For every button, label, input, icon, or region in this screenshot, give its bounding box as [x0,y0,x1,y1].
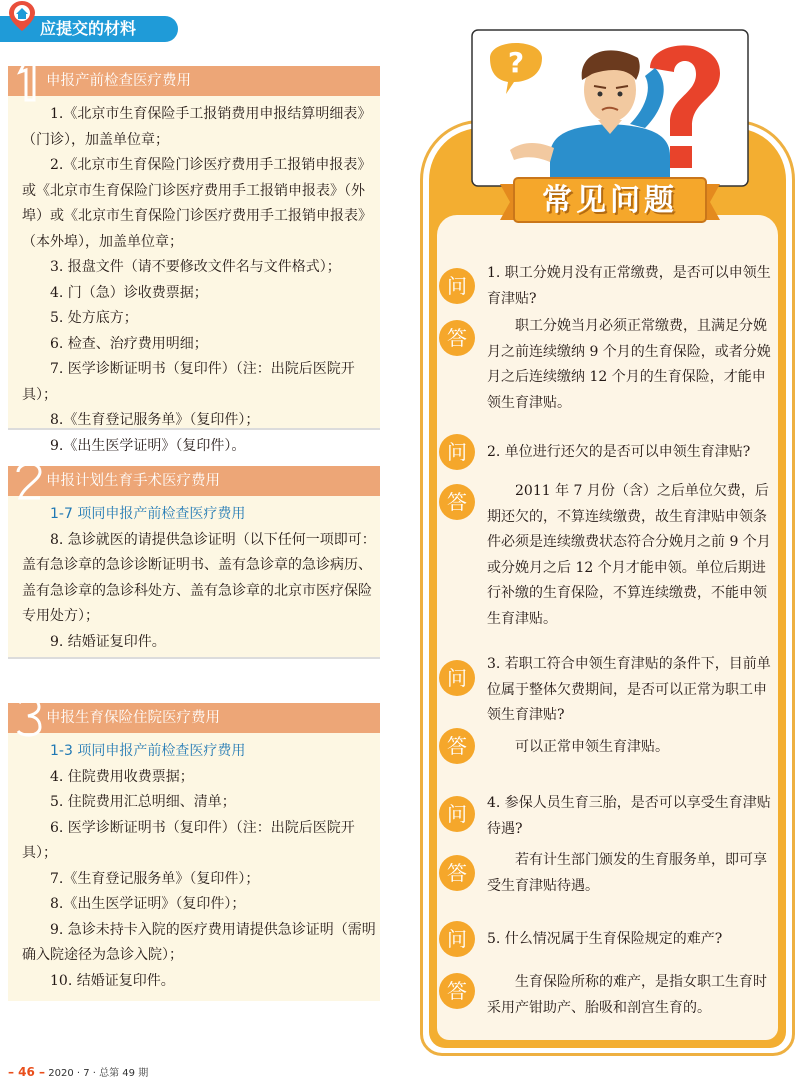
list-item: 9. 结婚证复印件。 [50,633,166,650]
section-2-body [22,502,376,655]
list-item: 4. 门（急）诊收费票据； [50,284,208,301]
divider [8,657,380,659]
confused-man-illustration [470,28,750,188]
question-badge: 问 [439,434,475,470]
question-badge: 问 [439,921,475,957]
answer-badge: 答 [439,855,475,891]
question-badge: 问 [439,660,475,696]
list-item: 5. 处方底方； [50,310,138,326]
list-item: 9. 急诊未持卡入院的医疗费用请提供急诊证明（需明确入院途径为急诊入院）； [22,921,376,963]
list-item: 7.《生育登记服务单》（复印件）； [50,870,260,887]
section-3-header [8,703,380,733]
question-text: 2. 单位进行还欠的是否可以申领生育津贴? [487,444,751,460]
list-item: 8.《出生医学证明》（复印件）； [50,896,246,912]
list-item: 6. 检查、治疗费用明细； [50,335,208,352]
section-3-title: 申报生育保险住院医疗费用 [46,710,220,726]
section-3-lead: 1-3 项同申报产前检查医疗费用 [50,743,246,759]
answer-text: 2011 年 7 月份（含）之后单位欠费，后期还欠的，不算连续缴费，故生育津贴申领条件必须是连续缴费状态符合分娩月之前 9 个月或分娩月之后 12 个月才能申领。单位后期进行补缴的生育保险，不算连续缴费，不能申领生育津贴。 [487,483,771,627]
section-1 [8,66,380,454]
list-item: 8. 急诊就医的请提供急诊证明（以下任何一项即可：盖有急诊章的急诊诊断证明书、盖有急诊章的急诊病历、盖有急诊章的急诊科处方、盖有急诊章的北京市医疗保险专用处方）； [22,531,376,624]
question-text: 5. 什么情况属于生育保险规定的难产? [487,931,723,947]
faq-title: 常见问题 [542,183,678,218]
section-3-body [22,739,376,994]
section-2-title: 申报计划生育手术医疗费用 [46,473,220,489]
number-one-icon [14,58,44,102]
answer-text: 职工分娩当月必须正常缴费，且满足分娩月之前连续缴纳 9 个月的生育保险，或者分娩月之后连续缴纳 12 个月的生育保险，才能申领生育津贴。 [487,318,771,411]
section-1-title: 申报产前检查医疗费用 [46,73,191,89]
list-item: 3. 报盘文件（请不要修改文件名与文件格式）； [50,259,341,275]
list-item: 8.《生育登记服务单》（复印件）； [50,412,260,428]
number-three-icon [14,695,44,739]
answer-badge: 答 [439,320,475,356]
answer-text: 可以正常申领生育津贴。 [515,739,669,755]
answer-text: 若有计生部门颁发的生育服务单，即可享受生育津贴待遇。 [487,852,767,894]
section-2 [8,466,380,659]
divider [8,428,380,430]
answer-badge: 答 [439,484,475,520]
location-pin-icon [6,0,38,32]
section-1-body [22,102,376,459]
list-item: 10. 结婚证复印件。 [50,972,175,989]
answer-text: 生育保险所称的难产，是指女职工生育时采用产钳助产、胎吸和剖宫生育的。 [487,974,767,1016]
list-item: 7. 医学诊断证明书（复印件）（注：出院后医院开具）； [22,361,355,403]
question-text: 3. 若职工符合申领生育津贴的条件下，目前单位属于整体欠费期间，是否可以正常为职工申领生育津贴? [487,656,771,723]
list-item: 2.《北京市生育保险门诊医疗费用手工报销申报表》或《北京市生育保险门诊医疗费用手工报销申报表》（外埠）或《北京市生育保险门诊医疗费用手工报销申报表》（本外埠），加盖单位章； [22,157,372,250]
page-number: – 46 – [8,1065,46,1079]
question-badge: 问 [439,268,475,304]
section-2-lead: 1-7 项同申报产前检查医疗费用 [50,506,246,522]
section-3 [8,703,380,1001]
page-footer [8,1064,148,1079]
answer-badge: 答 [439,728,475,764]
list-item: 4. 住院费用收费票据； [50,768,194,785]
section-1-header [8,66,380,96]
svg-text:?: ? [507,46,525,79]
number-two-icon [14,458,44,502]
section-2-header [8,466,380,496]
question-badge: 问 [439,796,475,832]
question-text: 1. 职工分娩月没有正常缴费，是否可以申领生育津贴? [487,265,771,307]
answer-badge: 答 [439,973,475,1009]
issue-info: 2020 · 7 · 总第 49 期 [48,1068,149,1079]
list-item: 1.《北京市生育保险手工报销费用申报结算明细表》（门诊），加盖单位章； [22,106,372,148]
question-text: 4. 参保人员生育三胎，是否可以享受生育津贴待遇? [487,795,771,837]
list-item: 9.《出生医学证明》（复印件）。 [50,437,246,454]
list-item: 5. 住院费用汇总明细、清单； [50,794,236,810]
list-item: 6. 医学诊断证明书（复印件）（注：出院后医院开具）； [22,819,355,861]
page-title: 应提交的材料 [40,19,137,38]
